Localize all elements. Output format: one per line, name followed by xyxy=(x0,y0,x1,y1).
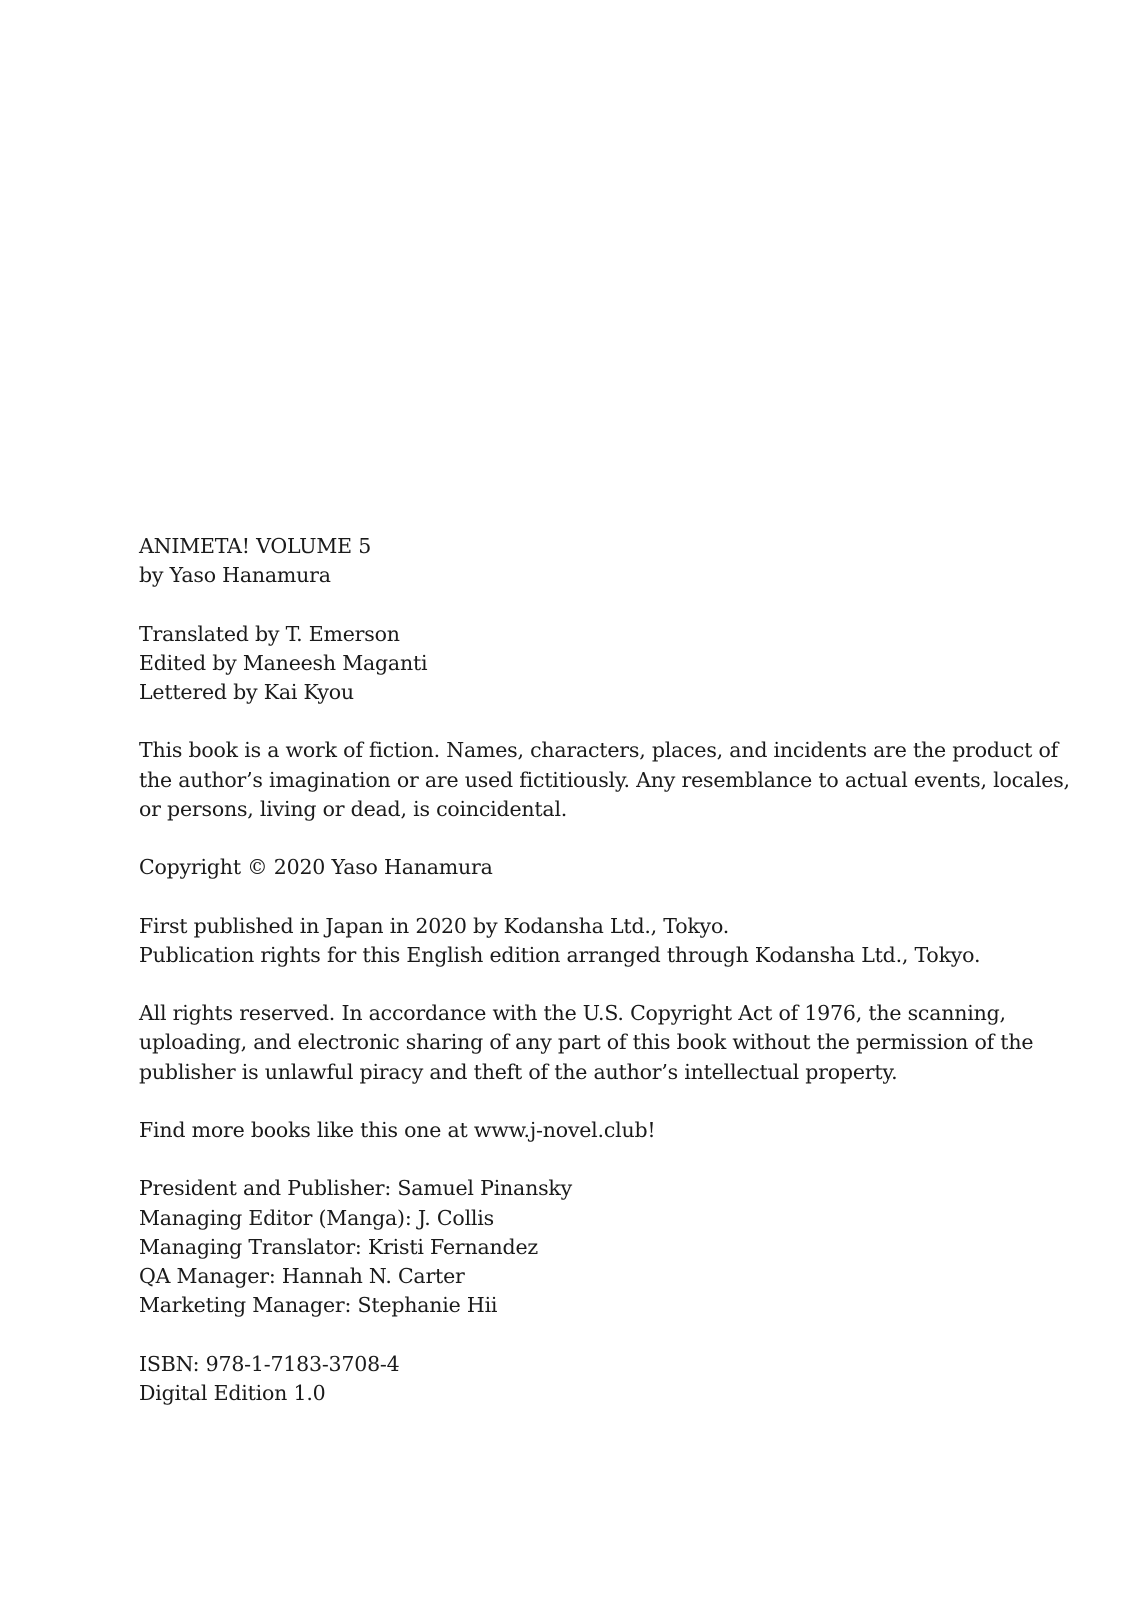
staff-managing-translator: Managing Translator: Kristi Fernandez xyxy=(139,1234,538,1259)
copyright-notice xyxy=(139,853,1039,882)
isbn: ISBN: 978-1-7183-3708-4 xyxy=(139,1351,400,1376)
staff-marketing-manager: Marketing Manager: Stephanie Hii xyxy=(139,1293,498,1318)
staff-president: President and Publisher: Samuel Pinansky xyxy=(139,1176,573,1201)
editor-credit: Edited by Maneesh Maganti xyxy=(139,650,428,675)
staff-qa-manager: QA Manager: Hannah N. Carter xyxy=(139,1263,465,1288)
disclaimer-line: or persons, living or dead, is coincidental. xyxy=(139,796,568,821)
publication-line: First published in Japan in 2020 by Kodansha Ltd., Tokyo. xyxy=(139,913,730,938)
rights-line: All rights reserved. In accordance with the U.S. Copyright Act of 1976, the scanning, xyxy=(139,1001,1006,1026)
rights-line: uploading, and electronic sharing of any part of this book without the permission of the xyxy=(139,1030,1034,1055)
author-byline: by Yaso Hanamura xyxy=(139,563,331,588)
publication-line: Publication rights for this English edition arranged through Kodansha Ltd., Tokyo. xyxy=(139,942,981,967)
edition-info xyxy=(139,1350,1039,1408)
copyright-text-block xyxy=(139,532,1070,1408)
rights-notice xyxy=(139,999,1039,1087)
book-title: ANIMETA! VOLUME 5 xyxy=(139,534,372,558)
credits-block xyxy=(139,620,1039,708)
promo-block xyxy=(139,1116,1039,1145)
translator-credit: Translated by T. Emerson xyxy=(139,621,400,646)
promo-line: Find more books like this one at www.j-novel.club! xyxy=(139,1117,656,1142)
digital-edition: Digital Edition 1.0 xyxy=(139,1380,326,1405)
title-block xyxy=(139,532,1039,590)
publication-info xyxy=(139,912,1039,970)
letterer-credit: Lettered by Kai Kyou xyxy=(139,680,354,704)
rights-line: publisher is unlawful piracy and theft of the author’s intellectual property. xyxy=(139,1059,898,1084)
staff-managing-editor: Managing Editor (Manga): J. Collis xyxy=(139,1205,494,1230)
staff-list xyxy=(139,1174,1039,1320)
disclaimer-line: This book is a work of fiction. Names, characters, places, and incidents are the product of xyxy=(139,738,1059,763)
disclaimer-line: the author’s imagination or are used fictitiously. Any resemblance to actual events, locales, xyxy=(139,767,1070,792)
fiction-disclaimer xyxy=(139,736,1070,824)
copyright-line: Copyright © 2020 Yaso Hanamura xyxy=(139,855,493,880)
